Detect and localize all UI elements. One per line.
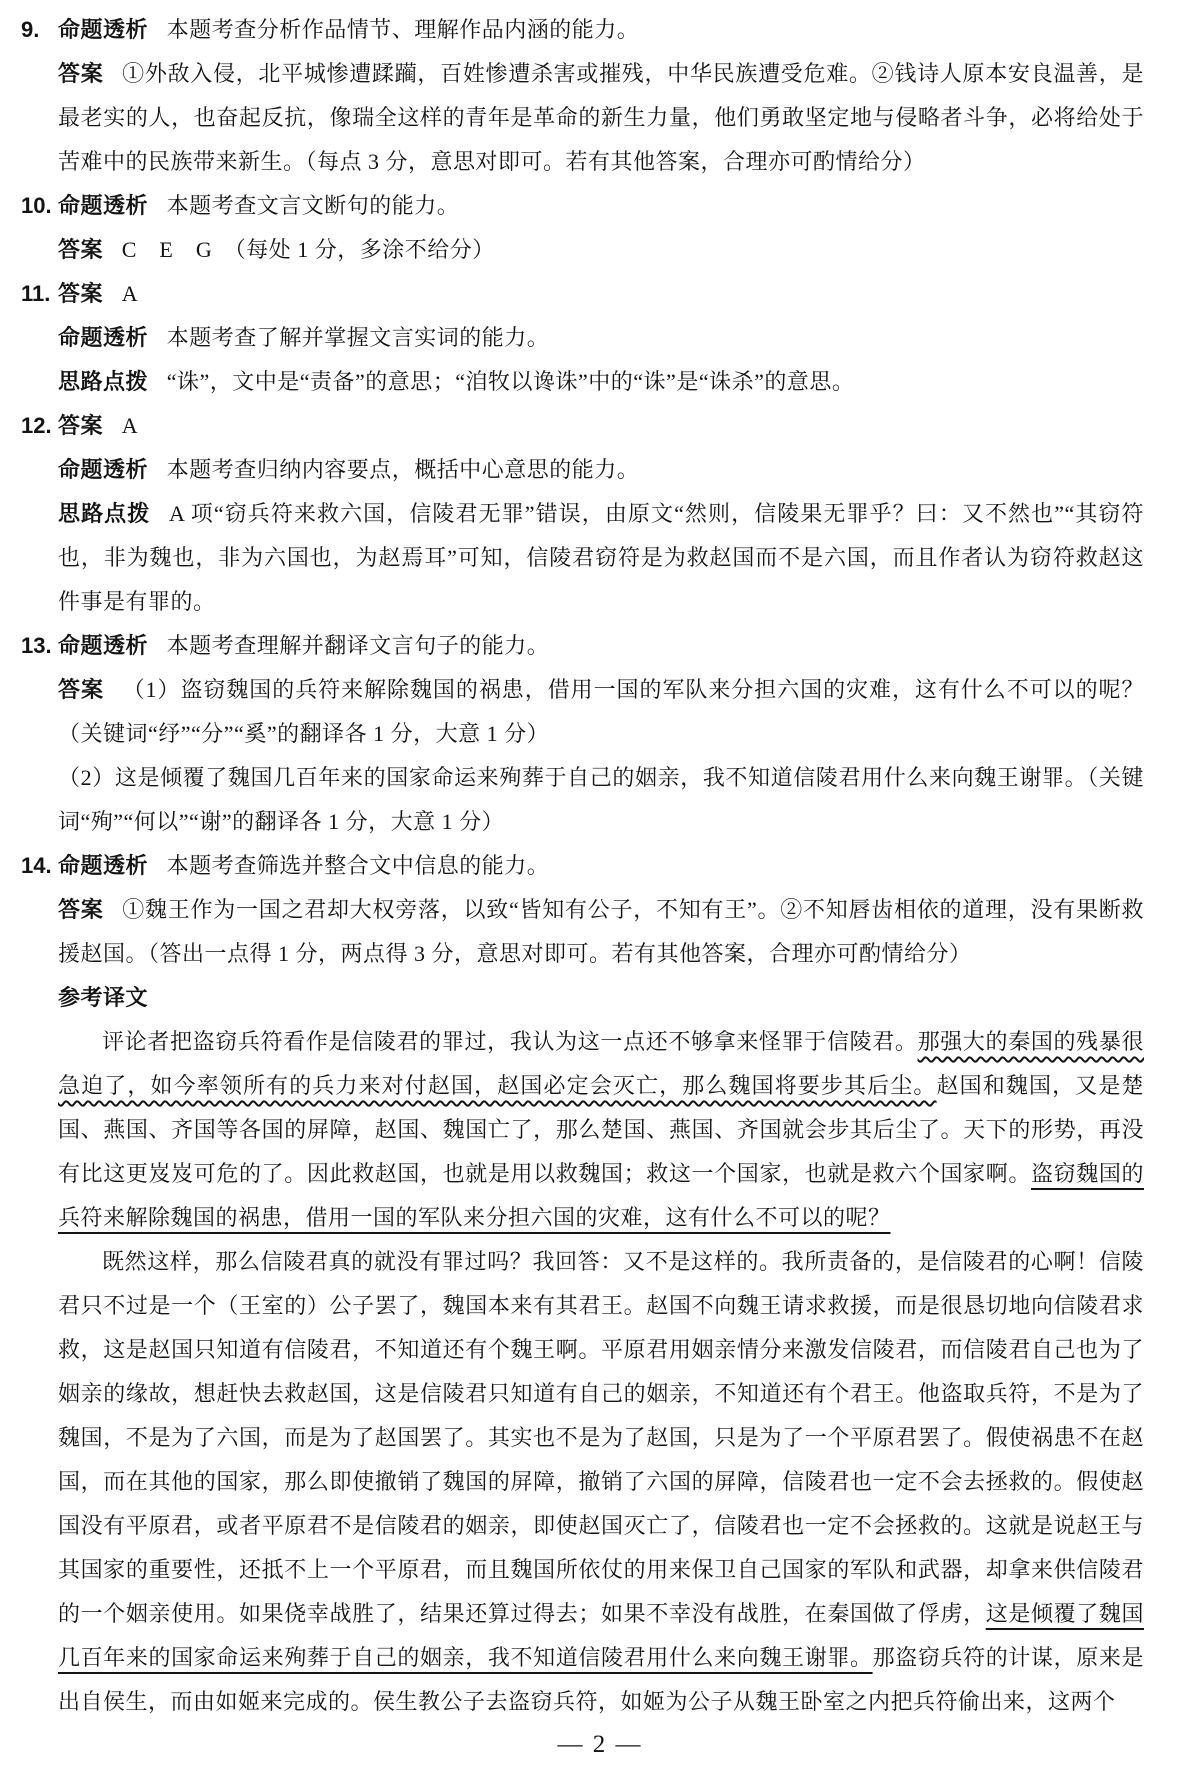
section-label: 命题透析	[58, 633, 149, 658]
text-run: C E G （每处 1 分，多涂不给分）	[121, 237, 495, 262]
underlined-text: 盗窃魏国的兵符来解除魏国的祸患，借用一国的军队来分担六国的灾难，这有什么不可以的呢？	[58, 1161, 1144, 1230]
answer-paragraph	[58, 52, 1144, 184]
answer-paragraph	[58, 756, 1144, 844]
analysis-paragraph	[21, 844, 1144, 888]
section-label: 答案	[58, 897, 104, 922]
text-run: （1）盗窃魏国的兵符来解除魏国的祸患，借用一国的军队来分担六国的灾难，这有什么不可以的呢？（关键词“纾”“分”“奚”的翻译各 1 分，大意 1 分）	[58, 677, 1144, 746]
translation-heading	[58, 976, 1144, 1020]
document-content	[21, 8, 1144, 1724]
translation-paragraph	[58, 1020, 1144, 1240]
text-run: 本题考查筛选并整合文中信息的能力。	[166, 853, 550, 878]
text-run: 本题考查文言文断句的能力。	[166, 193, 460, 218]
underlined-text: 这是倾覆了魏国几百年来的国家命运来殉葬于自己的姻亲，我不知道信陵君用什么来向魏王谢罪。	[58, 1601, 1144, 1670]
answer-paragraph	[58, 228, 1144, 272]
text-run: （2）这是倾覆了魏国几百年来的国家命运来殉葬于自己的姻亲，我不知道信陵君用什么来向魏王谢罪。（关键词“殉”“何以”“谢”的翻译各 1 分，大意 1 分）	[58, 765, 1144, 834]
item-number: 14.	[21, 853, 52, 878]
analysis-paragraph	[21, 184, 1144, 228]
translation-paragraph	[58, 1240, 1144, 1724]
text-run: 赵国和魏国，又是楚国、燕国、齐国等各国的屏障，赵国、魏国亡了，那么楚国、燕国、齐国就会步其后尘了。天下的形势，再没有比这更岌岌可危的了。因此救赵国，也就是用以救魏国；救这一个国家，也就是救六个国家啊。	[58, 1073, 1144, 1186]
hint-paragraph	[58, 360, 1144, 404]
analysis-paragraph	[58, 448, 1144, 492]
section-label: 答案	[58, 413, 104, 438]
section-label: 答案	[58, 677, 104, 702]
text-run: A	[121, 281, 139, 306]
text-run: ①魏王作为一国之君却大权旁落，以致“皆知有公子，不知有王”。②不知唇齿相依的道理，没有果断救援赵国。（答出一点得 1 分，两点得 3 分，意思对即可。若有其他答案，合理亦可酌情给分）	[58, 897, 1144, 966]
wavy-underlined-text: 那强大的秦国的残暴很急迫了，如今率领所有的兵力来对付赵国，赵国必定会灭亡，那么魏国将要步其后尘。	[58, 1029, 1144, 1098]
section-label: 答案	[58, 237, 104, 262]
section-label: 思路点拨	[58, 369, 149, 394]
item-number: 9.	[21, 17, 40, 42]
text-run: ①外敌入侵，北平城惨遭蹂躏，百姓惨遭杀害或摧残，中华民族遭受危难。②钱诗人原本安良温善，是最老实的人，也奋起反抗，像瑞全这样的青年是革命的新生力量，他们勇敢坚定地与侵略者斗争，必将给处于苦难中的民族带来新生。（每点 3 分，意思对即可。若有其他答案，合理亦可酌情给分）	[58, 61, 1144, 174]
text-run: A	[121, 413, 139, 438]
analysis-paragraph	[21, 8, 1144, 52]
text-run: 本题考查分析作品情节、理解作品内涵的能力。	[166, 17, 640, 42]
text-run: 本题考查了解并掌握文言实词的能力。	[166, 325, 550, 350]
section-label: 参考译文	[58, 985, 149, 1010]
item-number: 12.	[21, 413, 52, 438]
answer-paragraph	[58, 888, 1144, 976]
answer-paragraph	[58, 668, 1144, 756]
section-label: 答案	[58, 281, 104, 306]
section-label: 答案	[58, 61, 104, 86]
section-label: 思路点拨	[58, 501, 151, 526]
section-label: 命题透析	[58, 325, 149, 350]
analysis-paragraph	[58, 316, 1144, 360]
hint-paragraph	[58, 492, 1144, 624]
text-run: “诛”，文中是“责备”的意思；“洎牧以谗诛”中的“诛”是“诛杀”的意思。	[166, 369, 855, 394]
section-label: 命题透析	[58, 17, 149, 42]
section-label: 命题透析	[58, 193, 149, 218]
text-run: A 项“窃兵符来救六国，信陵君无罪”错误，由原文“然则，信陵果无罪乎？曰：又不然也”“其窃符也，非为魏也，非为六国也，为赵焉耳”可知，信陵君窃符是为救赵国而不是六国，而且作者认为窃符救赵这件事是有罪的。	[58, 501, 1144, 614]
item-number: 11.	[21, 281, 51, 306]
section-label: 命题透析	[58, 457, 149, 482]
section-label: 命题透析	[58, 853, 149, 878]
text-run: 本题考查理解并翻译文言句子的能力。	[166, 633, 550, 658]
text-run: 评论者把盗窃兵符看作是信陵君的罪过，我认为这一点还不够拿来怪罪于信陵君。	[102, 1029, 918, 1054]
text-run: 那盗窃兵符的计谋，原来是出自侯生，而由如姬来完成的。侯生教公子去盗窃兵符，如姬为公子从魏王卧室之内把兵符偷出来，这两个	[58, 1645, 1144, 1714]
answer-paragraph	[21, 272, 1144, 316]
item-number: 10.	[21, 193, 52, 218]
answer-paragraph	[21, 404, 1144, 448]
text-run: 本题考查归纳内容要点，概括中心意思的能力。	[166, 457, 640, 482]
analysis-paragraph	[21, 624, 1144, 668]
text-run: 既然这样，那么信陵君真的就没有罪过吗？我回答：又不是这样的。我所责备的，是信陵君的心啊！信陵君只不过是一个（王室的）公子罢了，魏国本来有其君王。赵国不向魏王请求救援，而是很恳切地向信陵君求救，这是赵国只知道有信陵君，不知道还有个魏王啊。平原君用姻亲情分来激发信陵君，而信陵君自己也为了姻亲的缘故，想赶快去救赵国，这是信陵君只知道有自己的姻亲，不知道还有个君王。他盗取兵符，不是为了魏国，不是为了六国，而是为了赵国罢了。其实也不是为了赵国，只是为了一个平原君罢了。假使祸患不在赵国，而在其他的国家，那么即使撤销了魏国的屏障，撤销了六国的屏障，信陵君也一定不会去拯救的。假使赵国没有平原君，或者平原君不是信陵君的姻亲，即使赵国灭亡了，信陵君也一定不会拯救的。这就是说赵王与其国家的重要性，还抵不上一个平原君，而且魏国所依仗的用来保卫自己国家的军队和武器，却拿来供信陵君的一个姻亲使用。如果侥幸战胜了，结果还算过得去；如果不幸没有战胜，在秦国做了俘虏，	[58, 1249, 1144, 1626]
item-number: 13.	[21, 633, 52, 658]
page-number: — 2 —	[557, 1731, 643, 1758]
